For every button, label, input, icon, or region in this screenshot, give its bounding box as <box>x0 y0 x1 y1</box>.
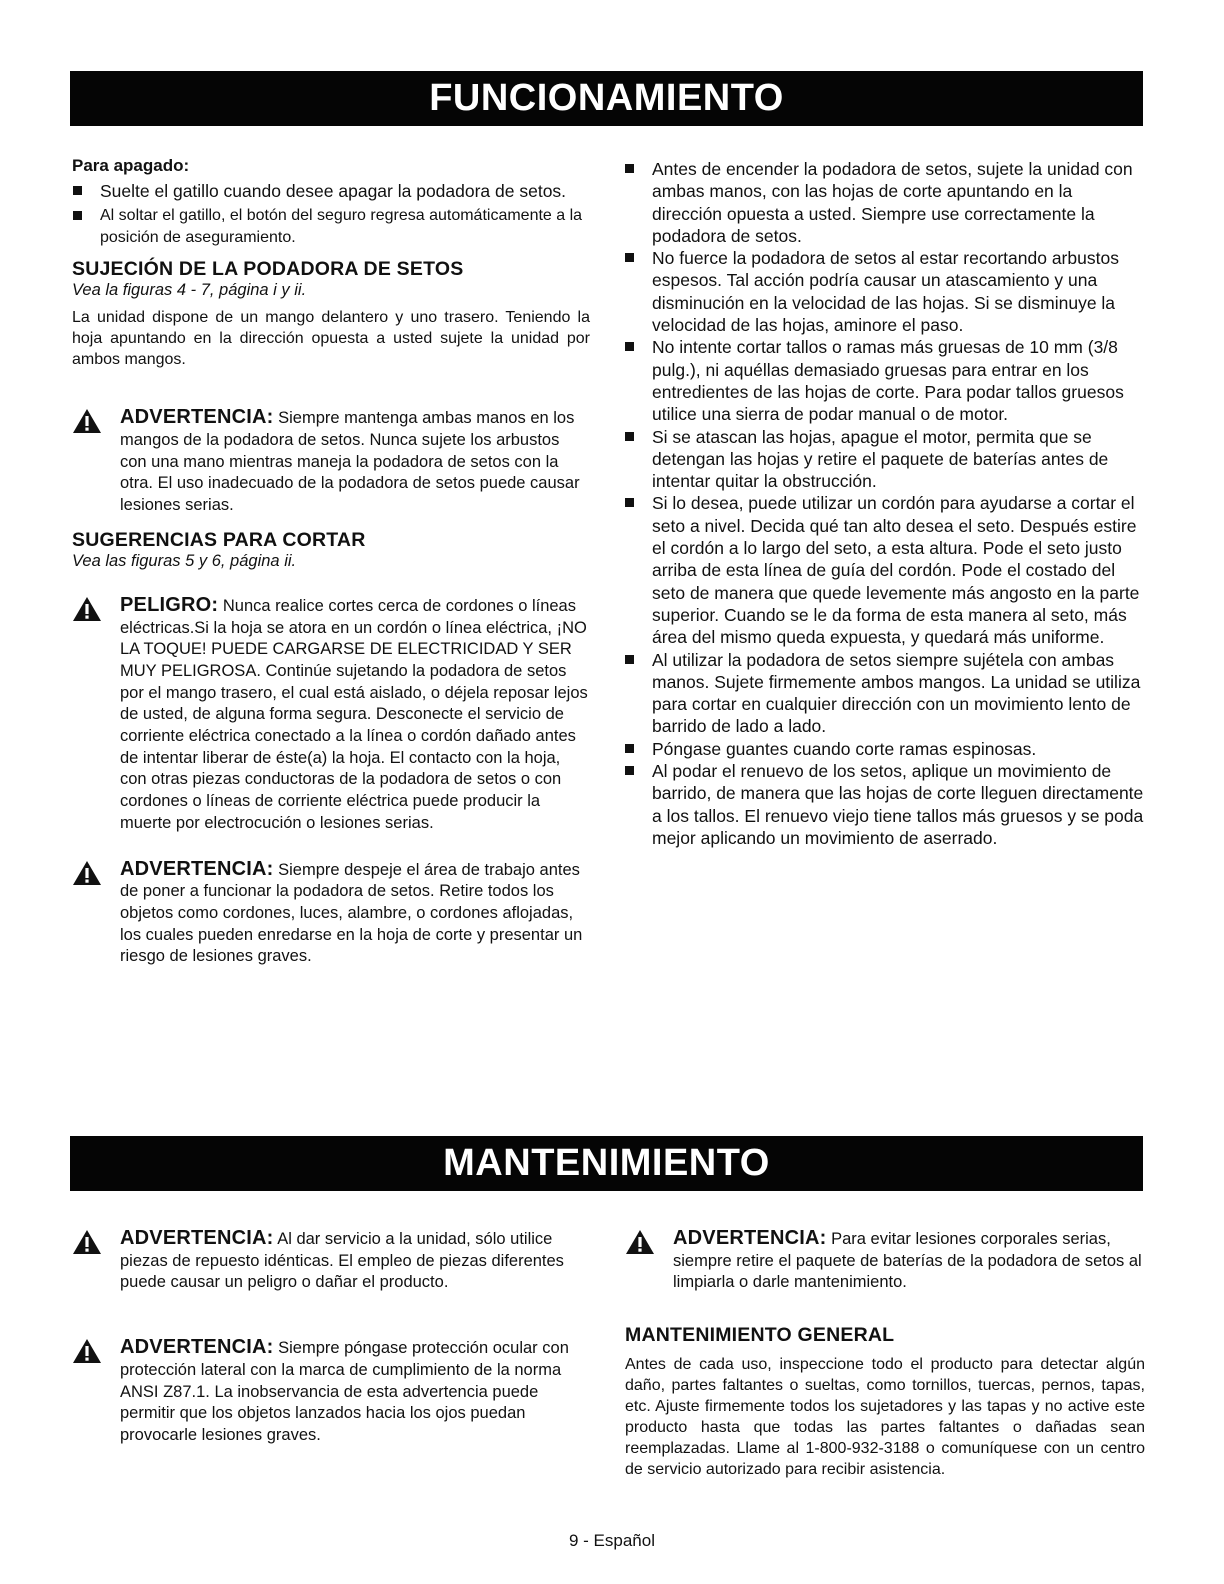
list-item: No intente cortar tallos o ramas más gruesas de 10 mm (3/8 pulg.), ni aquéllas demasiado gruesas para entrar en los entredientes de las hojas de corte. Para podar tallos gruesos utilice una sierra de podar manual o de motor. <box>624 336 1146 425</box>
warning-icon <box>72 408 102 434</box>
warning-parts <box>72 1228 592 1294</box>
list-item: Póngase guantes cuando corte ramas espinosas. <box>624 738 1146 760</box>
shutdown-heading: Para apagado: <box>72 156 190 175</box>
holding-heading: SUJECIÓN DE LA PODADORA DE SETOS <box>72 258 464 281</box>
holding-text: La unidad dispone de un mango delantero y uno trasero. Teniendo la hoja apuntando en la dirección opuesta a usted sujete la unidad por ambos mangos. <box>72 309 590 369</box>
tips-heading: SUGERENCIAS PARA CORTAR <box>72 528 366 551</box>
warning-label: ADVERTENCIA: <box>120 406 274 429</box>
danger-text: Nunca realice cortes cerca de cordones o líneas eléctricas.Si la hoja se atora en un cordón o línea eléctrica, ¡NO LA TOQUE! PUEDE CARGARSE DE ELECTRICIDAD Y SER MUY PELIGROSA. Continúe sujetando la podadora de setos por el mango trasero, el cual está aislado, o déjela reposar lejos de usted, de alguna forma segura. Desconecte el servicio de corriente eléctrica conectado a la línea o cordón dañado antes de intentar liberar de éste(a) la hoja. El contacto con la hoja, con otras piezas conductoras de la podadora de setos o con cordones o líneas de corriente eléctrica puede producir la muerte por electrocución o lesiones serias. <box>120 596 588 832</box>
warning-icon <box>72 596 102 622</box>
warning-text: Siempre mantenga ambas manos en los mangos de la podadora de setos. Nunca sujete los arbustos con una mano mientras maneja la podadora de setos con la otra. El uso inadecuado de la podadora de setos puede causar lesiones serias. <box>120 409 580 515</box>
list-item: Suelte el gatillo cuando desee apagar la podadora de setos. <box>72 180 590 202</box>
warning-icon <box>72 860 102 886</box>
general-maintenance-heading: MANTENIMIENTO GENERAL <box>625 1324 895 1347</box>
list-item: Al soltar el gatillo, el botón del seguro regresa automáticamente a la posición de aseguramiento. <box>72 205 590 248</box>
shutdown-list <box>72 180 590 248</box>
danger-note <box>72 595 590 835</box>
warning-text: Siempre despeje el área de trabajo antes de poner a funcionar la podadora de setos. Retire todos los objetos como cordones, luces, alambre, o cordones aflojadas, los cuales pueden enredarse en la hoja de corte y presentar un riesgo de lesiones graves. <box>120 860 583 966</box>
list-item: Al podar el renuevo de los setos, aplique un movimiento de barrido, de manera que las hojas de corte lleguen directamente a los tallos. El renuevo viejo tiene tallos más gruesos y se poda mejor aplicando un movimiento de aserrado. <box>624 760 1146 849</box>
warning-icon <box>72 1229 102 1255</box>
warning-icon <box>625 1229 655 1255</box>
maintenance-left-column <box>72 1228 592 1447</box>
right-column <box>624 158 1146 849</box>
warning-eyes <box>72 1337 592 1447</box>
left-column <box>72 156 590 968</box>
warning-hands <box>72 407 590 517</box>
warning-icon <box>72 1338 102 1364</box>
page-number: 9 - Español <box>569 1531 655 1550</box>
holding-figure-ref: Vea la figuras 4 - 7, página i y ii. <box>72 281 307 300</box>
warning-battery <box>625 1228 1145 1294</box>
list-item: Si se atascan las hojas, apague el motor, permita que se detengan las hojas y retire el paquete de baterías antes de intentar quitar la obstrucción. <box>624 426 1146 493</box>
warning-text: Para evitar lesiones corporales serias, siempre retire el paquete de baterías de la podadora de setos al limpiarla o darle mantenimiento. <box>673 1230 1142 1292</box>
list-item: Si lo desea, puede utilizar un cordón para ayudarse a cortar el seto a nivel. Decida qué tan alto desea el seto. Después estire el cordón a lo largo del seto, a esta altura. Pode el seto justo arriba de esta línea de guía del cordón. Pode el costado del seto de manera que quede levemente más angosto en la parte superior. Cuando se le da forma de esta manera al seto, más área del mismo queda expuesta, y quedará más uniforme. <box>624 492 1146 648</box>
warning-label: ADVERTENCIA: <box>120 1227 274 1249</box>
section-title-maintenance: MANTENIMIENTO <box>70 1136 1143 1191</box>
warning-area <box>72 859 590 969</box>
list-item: No fuerce la podadora de setos al estar recortando arbustos espesos. Tal acción podría causar un atascamiento y una disminución en la velocidad de las hojas. Si se disminuye la velocidad de las hojas, aminore el paso. <box>624 247 1146 336</box>
tips-list <box>624 158 1146 849</box>
maintenance-right-column <box>625 1228 1145 1480</box>
tips-figure-ref: Vea las figuras 5 y 6, página ii. <box>72 551 297 570</box>
warning-label: ADVERTENCIA: <box>120 857 274 880</box>
warning-text: Al dar servicio a la unidad, sólo utilice piezas de repuesto idénticas. El empleo de piezas diferentes puede causar un peligro o dañar el producto. <box>120 1230 564 1292</box>
warning-text: Siempre póngase protección ocular con protección lateral con la marca de cumplimiento de la norma ANSI Z87.1. La inobservancia de esta advertencia puede permitir que los objetos lanzados hacia los ojos puedan provocarle lesiones graves. <box>120 1339 569 1444</box>
danger-label: PELIGRO: <box>120 593 219 616</box>
warning-label: ADVERTENCIA: <box>673 1227 827 1249</box>
section-title-operation: FUNCIONAMIENTO <box>70 71 1143 126</box>
general-maintenance-text: Antes de cada uso, inspeccione todo el producto para detectar algún daño, partes faltantes o sueltas, como tornillos, tuercas, pernos, tapas, etc. Ajuste firmemente todos los sujetadores y las tapas y no active este producto hasta que todas las partes faltantes o dañadas sean reemplazadas. Llame al 1-800-932-3188 o comuníquese con un centro de servicio autorizado para recibir asistencia. <box>625 1356 1145 1479</box>
list-item: Antes de encender la podadora de setos, sujete la unidad con ambas manos, con las hojas de corte apuntando en la dirección opuesta a usted. Siempre use correctamente la podadora de setos. <box>624 158 1146 247</box>
list-item: Al utilizar la podadora de setos siempre sujétela con ambas manos. Sujete firmemente ambos mangos. La unidad se utiliza para cortar en cualquier dirección con un movimiento lento de barrido de lado a lado. <box>624 649 1146 738</box>
warning-label: ADVERTENCIA: <box>120 1336 274 1359</box>
